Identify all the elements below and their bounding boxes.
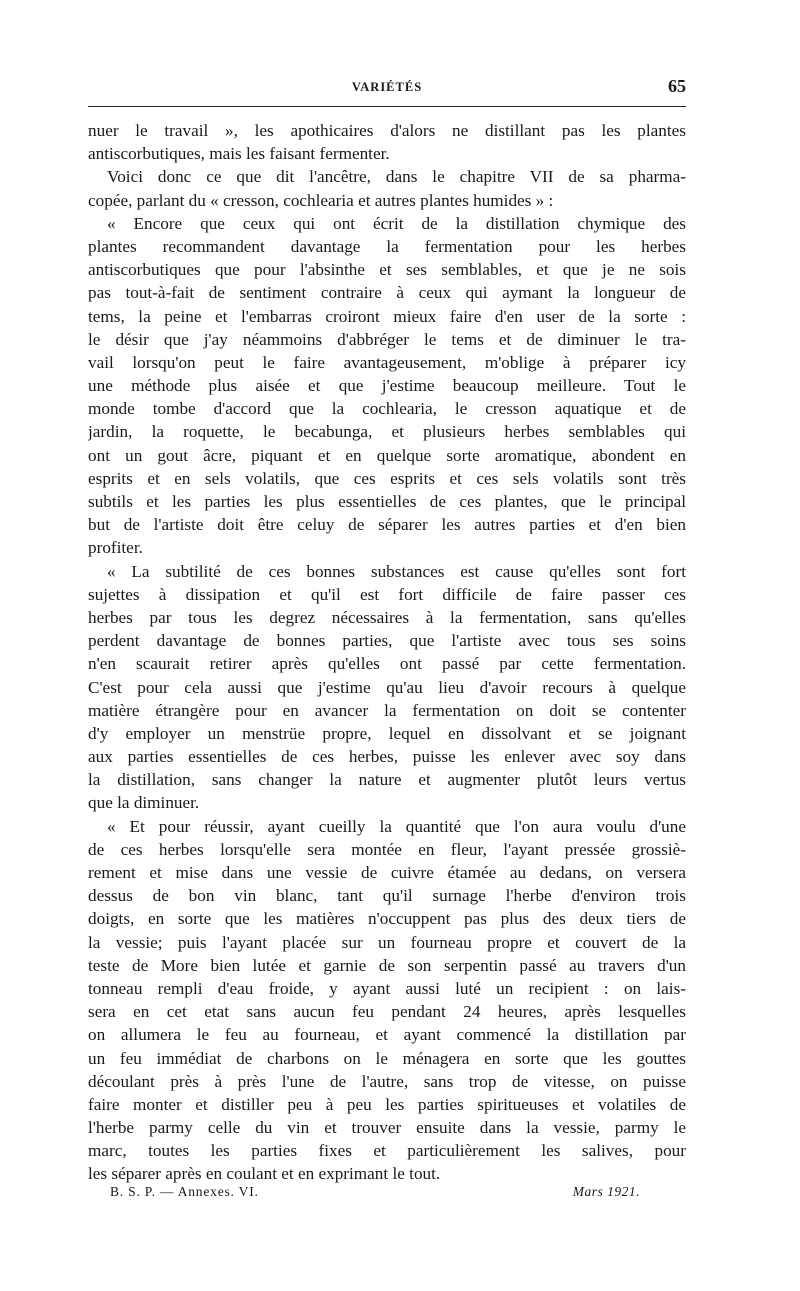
text-line: un feu immédiat de charbons on le ménagera en sorte que les gouttes [88, 1048, 686, 1068]
text-line: but de l'artiste doit être celuy de séparer les autres parties et d'en bien [88, 515, 686, 535]
text-line: une méthode plus aisée et que j'estime beaucoup meilleure. Tout le [88, 376, 686, 396]
text-line: doigts, en sorte que les matières n'occuppent pas plus des deux tiers de [88, 909, 686, 929]
text-line: monde tombe d'accord que la cochlearia, le cresson aquatique et de [88, 399, 686, 419]
running-title: VARIÉTÉS [351, 80, 423, 94]
text-line: n'en scaurait retirer après qu'elles ont passé par cette fermentation. [88, 654, 686, 674]
text-line: profiter. [88, 538, 143, 558]
text-line: C'est pour cela aussi que j'estime qu'au lieu d'avoir recours à quelque [88, 677, 686, 697]
text-line: pas tout-à-fait de sentiment contraire à ceux qui aymant la longueur de [88, 283, 686, 303]
footer-date: Mars 1921. [572, 1184, 640, 1199]
text-line: tems, la peine et l'embarras croiront mieux faire d'en user de la sorte : [88, 306, 686, 326]
text-line: aux parties essentielles de ces herbes, puisse les enlever avec soy dans [88, 747, 686, 767]
text-line: sera en cet etat sans aucun feu pendant 24 heures, après lesquelles [88, 1002, 686, 1022]
text-line: « La subtilité de ces bonnes substances est cause qu'elles sont fort [107, 561, 686, 581]
text-line: les séparer après en coulant et en exprimant le tout. [88, 1164, 441, 1184]
text-line: nuer le travail », les apothicaires d'alors ne distillant pas les plantes [88, 121, 686, 140]
text-line: on allumera le feu au fourneau, et ayant commencé la distillation par [88, 1025, 686, 1045]
text-line: faire monter et distiller peu à peu les parties spiritueuses et volatiles de [88, 1094, 686, 1114]
text-line: jardin, la roquette, le becabunga, et plusieurs herbes semblables qui [88, 422, 686, 442]
running-head [88, 78, 686, 100]
text-line: de ces herbes lorsqu'elle sera montée en fleur, l'ayant pressée grossiè- [88, 839, 686, 859]
text-line: Voici donc ce que dit l'ancêtre, dans le chapitre VII de sa pharma- [107, 167, 686, 187]
text-line: matière étrangère pour en avancer la fermentation on doit se contenter [88, 700, 686, 720]
text-line: tonneau rempli d'eau froide, y ayant aussi luté un recipient : on lais- [88, 978, 686, 998]
text-line: copée, parlant du « cresson, cochlearia et autres plantes humides » : [88, 190, 554, 210]
body-text [88, 119, 686, 1186]
text-line: esprits et en sels volatils, que ces esprits et ces sels volatils sont très [88, 468, 686, 488]
text-line: rement et mise dans une vessie de cuivre étamée au dedans, on versera [88, 863, 686, 882]
text-line: que la diminuer. [88, 793, 200, 813]
text-line: « Et pour réussir, ayant cueilly la quantité que l'on aura voulu d'une [107, 816, 686, 836]
text-line: plantes recommandent davantage la fermentation pour les herbes [88, 236, 686, 256]
text-line: ont un gout âcre, piquant et en quelque sorte aromatique, abondent en [88, 445, 686, 465]
text-line: antiscorbutiques que pour l'absinthe et ses semblables, et que je ne sois [88, 260, 686, 280]
text-line: la vessie; puis l'ayant placée sur un fourneau propre et couvert de la [88, 932, 686, 952]
text-line: la distillation, sans changer la nature et augmenter plutôt leurs vertus [88, 770, 686, 790]
text-line: dessus de bon vin blanc, tant qu'il surnage l'herbe d'environ trois [88, 886, 686, 906]
text-line: le désir que j'ay néammoins d'abbréger le tems et de diminuer le tra- [88, 329, 686, 349]
header-rule [88, 106, 686, 107]
text-line: d'y employer un menstrüe propre, lequel en dissolvant et se joignant [88, 723, 686, 743]
text-line: « Encore que ceux qui ont écrit de la distillation chymique des [107, 213, 686, 233]
text-line: teste de More bien lutée et garnie de son serpentin passé au travers d'un [88, 955, 686, 975]
text-line: marc, toutes les parties fixes et particulièrement les salives, pour [88, 1141, 686, 1161]
text-line: découlant près à près l'une de l'autre, sans trop de vitesse, on puisse [88, 1071, 686, 1091]
page-footer [110, 1184, 640, 1204]
text-line: l'herbe parmy celle du vin et trouver ensuite dans la vessie, parmy le [88, 1118, 686, 1138]
text-line: herbes par tous les degrez nécessaires à la fermentation, sans qu'elles [88, 607, 686, 627]
text-line: antiscorbutiques, mais les faisant fermenter. [88, 144, 390, 164]
text-line: subtils et les parties les plus essentielles de ces plantes, que le principal [88, 492, 686, 511]
footer-journal-reference: B. S. P. — Annexes. VI. [110, 1184, 259, 1199]
text-line: vail lorsqu'on peut le faire avantageusement, m'oblige à préparer icy [88, 352, 686, 372]
text-line: perdent davantage de bonnes parties, que l'artiste avec tous ses soins [88, 631, 686, 651]
text-line: sujettes à dissipation et qu'il est fort difficile de faire passer ces [88, 584, 686, 604]
page-number: 65 [668, 76, 686, 96]
